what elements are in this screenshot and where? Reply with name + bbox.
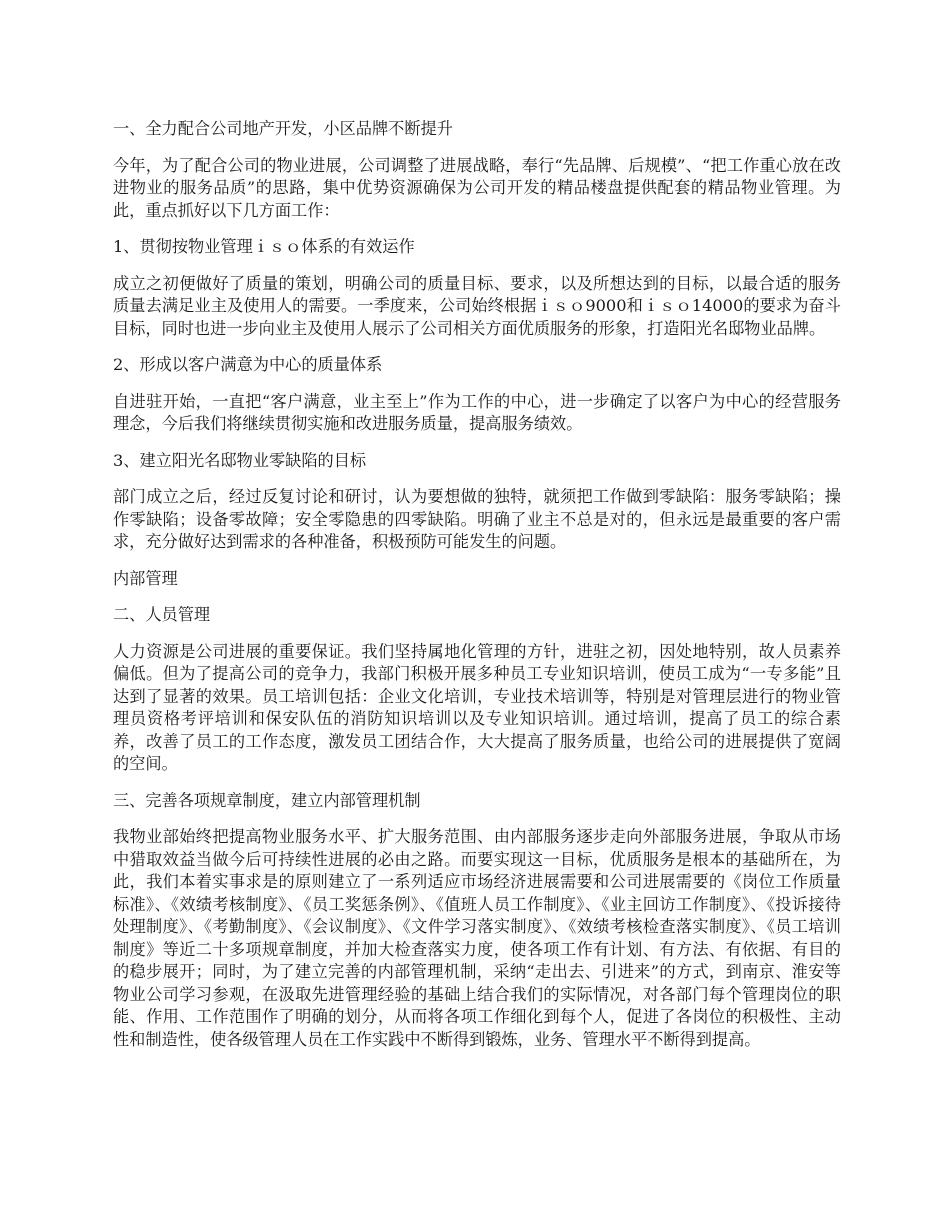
section-heading: 三、完善各项规章制度，建立内部管理机制: [113, 790, 421, 810]
subsection-heading: 1、贯彻按物业管理ｉｓｏ体系的有效运作: [113, 237, 415, 256]
paragraph: 自进驻开始，一直把“客户满意，业主至上”作为工作的中心，进一步确定了以客户为中心的经营服务理念，今后我们将继续贯彻实施和改进服务质量，提高服务绩效。: [113, 391, 841, 433]
section-heading: 内部管理: [113, 568, 178, 588]
paragraph: 今年，为了配合公司的物业进展，公司调整了进展战略，奉行“先品牌、后规模”、“把工作重心放在改进物业的服务品质”的思路，集中优势资源确保为公司开发的精品楼盘提供配套的精品物业管理。为此，重点抓好以下几方面工作：: [113, 155, 841, 220]
paragraph: 成立之初便做好了质量的策划，明确公司的质量目标、要求，以及所想达到的目标，以最合适的服务质量去满足业主及使用人的需要。一季度来，公司始终根据ｉｓｏ9000和ｉｓｏ14000的要求为奋斗目标，同时也进一步向业主及使用人展示了公司相关方面优质服务的形象，打造阳光名邸物业品牌。: [113, 273, 841, 338]
paragraph: 我物业部始终把提高物业服务水平、扩大服务范围、由内部服务逐步走向外部服务进展，争取从市场中猎取效益当做今后可持续性进展的必由之路。而要实现这一目标，优质服务是根本的基础所在，为此，我们本着实事求是的原则建立了一系列适应市场经济进展需要和公司进展需要的《岗位工作质量标准》、《效绩考核制度》、《员工奖惩条例》、《值班人员工作制度》、《业主回访工作制度》、《投诉接待处理制度》、《考勤制度》、《会议制度》、《文件学习落实制度》、《效绩考核检查落实制度》、《员工培训制度》等近二十多项规章制度，并加大检查落实力度，使各项工作有计划、有方法、有依据、有目的的稳步展开；同时，为了建立完善的内部管理机制，采纳“走出去、引进来”的方式，到南京、淮安等物业公司学习参观，在汲取先进管理经验的基础上结合我们的实际情况，对各部门每个管理岗位的职能、作用、工作范围作了明确的划分，从而将各项工作细化到每个人，促进了各岗位的积极性、主动性和制造性，使各级管理人员在工作实践中不断得到锻炼，业务、管理水平不断得到提高。: [113, 827, 841, 1049]
section-heading: 一、全力配合公司地产开发，小区品牌不断提升: [113, 119, 453, 138]
paragraph: 部门成立之后，经过反复讨论和研讨，认为要想做的独特，就须把工作做到零缺陷：服务零缺陷；操作零缺陷；设备零故障；安全零隐患的四零缺陷。明确了业主不总是对的，但永远是最重要的客户需求，充分做好达到需求的各种准备，积极预防可能发生的问题。: [113, 487, 841, 551]
document-body: [113, 118, 841, 1065]
section-heading: 二、人员管理: [113, 605, 211, 624]
subsection-heading: 3、建立阳光名邸物业零缺陷的目标: [113, 450, 367, 470]
subsection-heading: 2、形成以客户满意为中心的质量体系: [113, 355, 383, 374]
paragraph: 人力资源是公司进展的重要保证。我们坚持属地化管理的方针，进驻之初，因处地特别，故人员素养偏低。但为了提高公司的竞争力，我部门积极开展多种员工专业知识培训，使员工成为“一专多能”且达到了显著的效果。员工培训包括：企业文化培训，专业技术培训等，特别是对管理层进行的物业管理员资格考评培训和保安队伍的消防知识培训以及专业知识培训。通过培训，提高了员工的综合素养，改善了员工的工作态度，激发员工团结合作，大大提高了服务质量，也给公司的进展提供了宽阔的空间。: [113, 641, 841, 773]
